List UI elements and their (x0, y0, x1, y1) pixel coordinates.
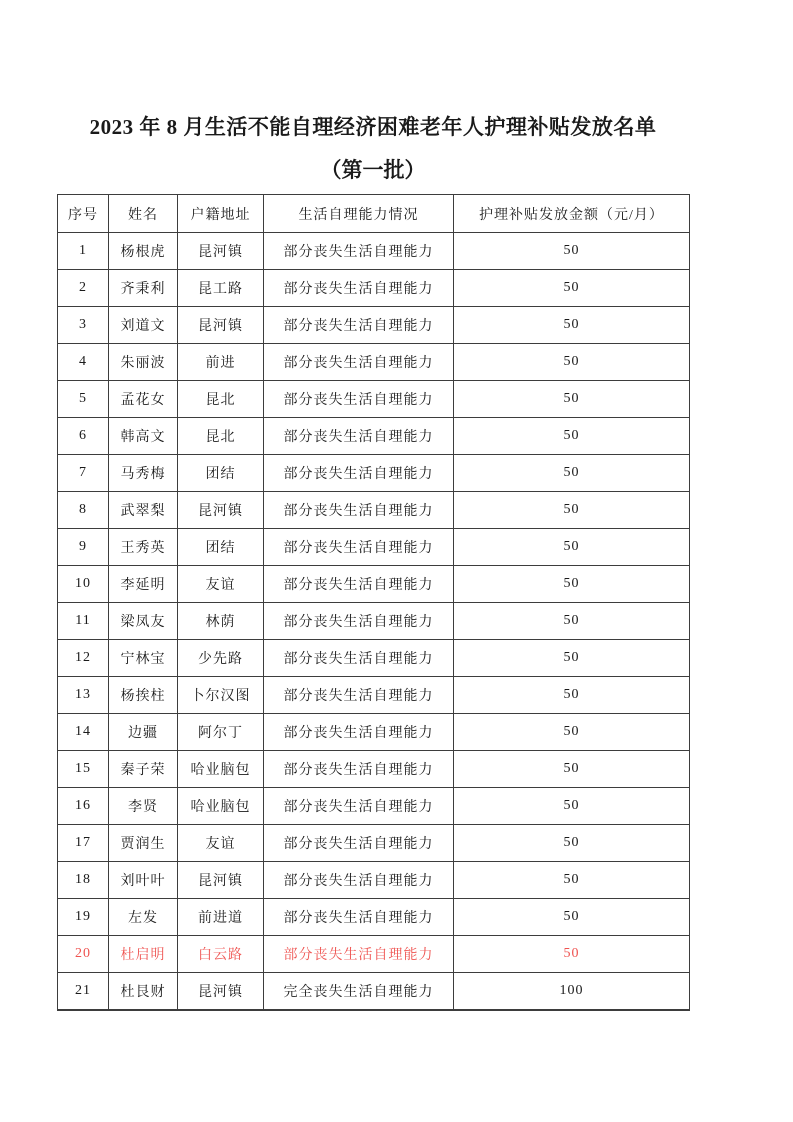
cell-index: 16 (58, 788, 109, 825)
page-title: 2023 年 8 月生活不能自理经济困难老年人护理补贴发放名单 (89, 115, 657, 139)
table-header-row (58, 195, 690, 233)
header-index: 序号 (58, 195, 109, 233)
cell-address: 前进 (178, 344, 264, 381)
cell-index: 14 (58, 714, 109, 751)
cell-ability: 完全丧失生活自理能力 (264, 973, 454, 1010)
table-row (58, 455, 690, 492)
cell-index: 4 (58, 344, 109, 381)
cell-index: 20 (58, 936, 109, 973)
cell-name: 边疆 (109, 714, 178, 751)
cell-name: 朱丽波 (109, 344, 178, 381)
cell-name: 刘道文 (109, 307, 178, 344)
table-row (58, 862, 690, 899)
cell-address: 林荫 (178, 603, 264, 640)
cell-amount: 50 (454, 603, 690, 640)
cell-amount: 50 (454, 492, 690, 529)
cell-name: 杜启明 (109, 936, 178, 973)
cell-amount: 100 (454, 973, 690, 1010)
cell-address: 团结 (178, 455, 264, 492)
cell-ability: 部分丧失生活自理能力 (264, 640, 454, 677)
cell-name: 王秀英 (109, 529, 178, 566)
cell-name: 齐秉利 (109, 270, 178, 307)
cell-ability: 部分丧失生活自理能力 (264, 270, 454, 307)
cell-address: 团结 (178, 529, 264, 566)
cell-amount: 50 (454, 566, 690, 603)
cell-index: 13 (58, 677, 109, 714)
cell-name: 梁凤友 (109, 603, 178, 640)
cell-address: 白云路 (178, 936, 264, 973)
table-row (58, 788, 690, 825)
cell-ability: 部分丧失生活自理能力 (264, 603, 454, 640)
cell-ability: 部分丧失生活自理能力 (264, 714, 454, 751)
cell-address: 哈业脑包 (178, 788, 264, 825)
cell-amount: 50 (454, 418, 690, 455)
cell-address: 昆河镇 (178, 307, 264, 344)
table-row (58, 270, 690, 307)
cell-amount: 50 (454, 936, 690, 973)
table-row (58, 307, 690, 344)
cell-ability: 部分丧失生活自理能力 (264, 677, 454, 714)
document-content (57, 112, 689, 1011)
cell-amount: 50 (454, 233, 690, 270)
cell-amount: 50 (454, 344, 690, 381)
table-row (58, 677, 690, 714)
cell-index: 15 (58, 751, 109, 788)
cell-index: 6 (58, 418, 109, 455)
cell-name: 武翠梨 (109, 492, 178, 529)
table-row (58, 344, 690, 381)
cell-ability: 部分丧失生活自理能力 (264, 455, 454, 492)
table-row (58, 566, 690, 603)
cell-amount: 50 (454, 270, 690, 307)
cell-index: 11 (58, 603, 109, 640)
cell-address: 友谊 (178, 566, 264, 603)
cell-ability: 部分丧失生活自理能力 (264, 751, 454, 788)
cell-ability: 部分丧失生活自理能力 (264, 936, 454, 973)
cell-index: 17 (58, 825, 109, 862)
cell-address: 昆河镇 (178, 492, 264, 529)
cell-ability: 部分丧失生活自理能力 (264, 344, 454, 381)
cell-ability: 部分丧失生活自理能力 (264, 529, 454, 566)
cell-amount: 50 (454, 825, 690, 862)
header-name: 姓名 (109, 195, 178, 233)
cell-index: 7 (58, 455, 109, 492)
cell-ability: 部分丧失生活自理能力 (264, 899, 454, 936)
cell-name: 贾润生 (109, 825, 178, 862)
table-row (58, 233, 690, 270)
cell-name: 杨根虎 (109, 233, 178, 270)
cell-address: 昆北 (178, 418, 264, 455)
table-row (58, 492, 690, 529)
cell-ability: 部分丧失生活自理能力 (264, 418, 454, 455)
table-row (58, 751, 690, 788)
table-row (58, 529, 690, 566)
cell-amount: 50 (454, 714, 690, 751)
table-row (58, 899, 690, 936)
cell-name: 刘叶叶 (109, 862, 178, 899)
cell-name: 孟花女 (109, 381, 178, 418)
cell-name: 宁林宝 (109, 640, 178, 677)
cell-name: 左发 (109, 899, 178, 936)
subsidy-table (57, 194, 690, 1011)
cell-address: 哈业脑包 (178, 751, 264, 788)
cell-index: 10 (58, 566, 109, 603)
cell-amount: 50 (454, 862, 690, 899)
cell-address: 昆河镇 (178, 233, 264, 270)
header-ability: 生活自理能力情况 (264, 195, 454, 233)
header-address: 户籍地址 (178, 195, 264, 233)
cell-index: 12 (58, 640, 109, 677)
cell-ability: 部分丧失生活自理能力 (264, 233, 454, 270)
cell-address: 昆北 (178, 381, 264, 418)
cell-index: 21 (58, 973, 109, 1010)
cell-ability: 部分丧失生活自理能力 (264, 492, 454, 529)
cell-amount: 50 (454, 381, 690, 418)
page-subtitle: （第一批） (320, 158, 426, 182)
cell-address: 昆河镇 (178, 973, 264, 1010)
cell-address: 阿尔丁 (178, 714, 264, 751)
cell-amount: 50 (454, 455, 690, 492)
cell-address: 前进道 (178, 899, 264, 936)
table-row (58, 381, 690, 418)
table-row (58, 640, 690, 677)
cell-amount: 50 (454, 788, 690, 825)
cell-ability: 部分丧失生活自理能力 (264, 862, 454, 899)
cell-index: 9 (58, 529, 109, 566)
cell-ability: 部分丧失生活自理能力 (264, 788, 454, 825)
cell-address: 少先路 (178, 640, 264, 677)
cell-index: 1 (58, 233, 109, 270)
table-row (58, 418, 690, 455)
table-body (58, 233, 690, 1010)
cell-ability: 部分丧失生活自理能力 (264, 566, 454, 603)
cell-address: 昆工路 (178, 270, 264, 307)
cell-index: 3 (58, 307, 109, 344)
cell-address: 友谊 (178, 825, 264, 862)
table-row (58, 603, 690, 640)
table-row (58, 825, 690, 862)
header-amount: 护理补贴发放金额（元/月） (454, 195, 690, 233)
cell-name: 马秀梅 (109, 455, 178, 492)
cell-index: 2 (58, 270, 109, 307)
cell-amount: 50 (454, 677, 690, 714)
cell-amount: 50 (454, 751, 690, 788)
table-row (58, 973, 690, 1010)
cell-ability: 部分丧失生活自理能力 (264, 307, 454, 344)
cell-name: 李延明 (109, 566, 178, 603)
cell-index: 5 (58, 381, 109, 418)
cell-amount: 50 (454, 529, 690, 566)
cell-name: 杜艮财 (109, 973, 178, 1010)
cell-index: 18 (58, 862, 109, 899)
cell-index: 19 (58, 899, 109, 936)
cell-name: 韩高文 (109, 418, 178, 455)
cell-amount: 50 (454, 307, 690, 344)
table-row (58, 714, 690, 751)
cell-address: 昆河镇 (178, 862, 264, 899)
cell-ability: 部分丧失生活自理能力 (264, 825, 454, 862)
cell-name: 秦子荣 (109, 751, 178, 788)
cell-amount: 50 (454, 899, 690, 936)
cell-address: 卜尔汉图 (178, 677, 264, 714)
cell-amount: 50 (454, 640, 690, 677)
table-row (58, 936, 690, 973)
cell-name: 李贤 (109, 788, 178, 825)
cell-ability: 部分丧失生活自理能力 (264, 381, 454, 418)
cell-index: 8 (58, 492, 109, 529)
cell-name: 杨挨柱 (109, 677, 178, 714)
